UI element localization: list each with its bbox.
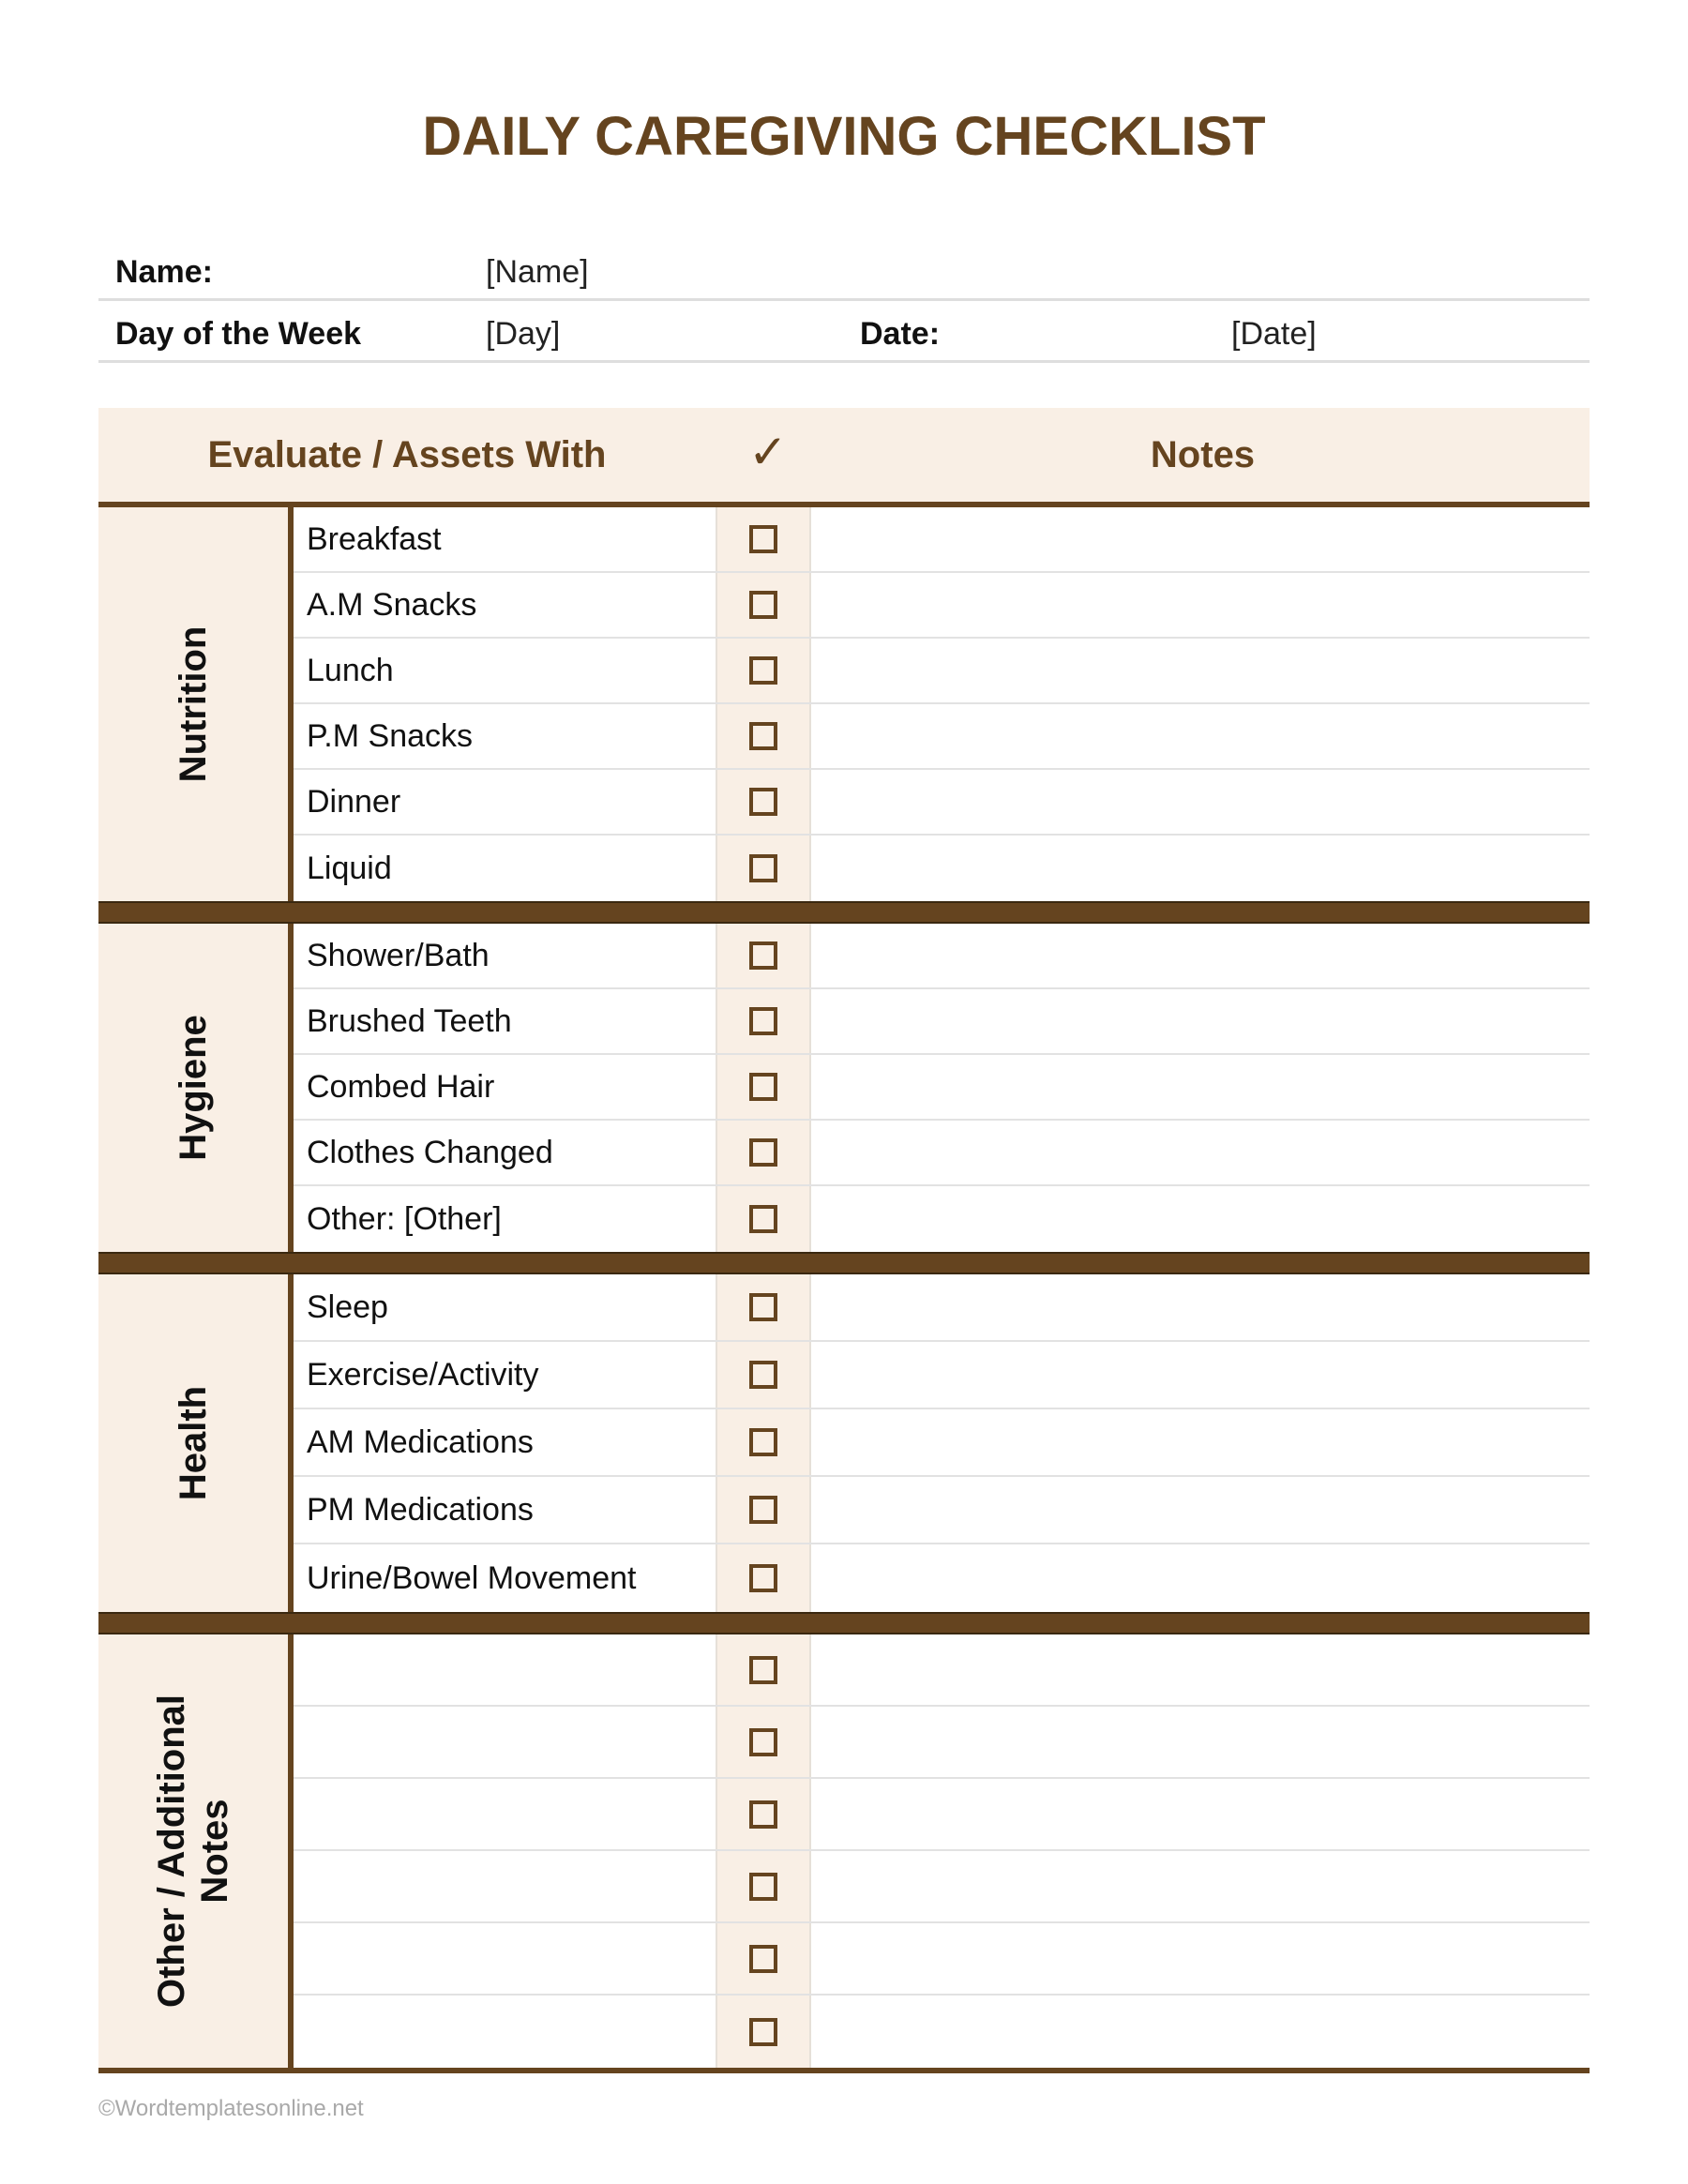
checkbox-empty-icon[interactable] <box>749 1564 777 1592</box>
notes-cell[interactable] <box>811 573 1590 637</box>
item-field[interactable] <box>294 1851 716 1921</box>
item-label: Dinner <box>307 783 401 820</box>
checkbox-empty-icon[interactable] <box>749 1656 777 1684</box>
category-label: Nutrition <box>173 625 214 783</box>
category-label: Health <box>173 1385 214 1501</box>
notes-cell[interactable] <box>811 1342 1590 1408</box>
item-label: P.M Snacks <box>307 717 474 754</box>
notes-cell[interactable] <box>811 1477 1590 1543</box>
notes-cell[interactable] <box>811 1634 1590 1705</box>
page-title: DAILY CAREGIVING CHECKLIST <box>422 106 1266 167</box>
item-label: Lunch <box>307 652 394 688</box>
item-label: PM Medications <box>307 1491 534 1528</box>
notes-cell[interactable] <box>811 770 1590 834</box>
notes-cell[interactable] <box>811 1544 1590 1612</box>
table-row <box>294 704 1590 770</box>
section-hygiene <box>98 924 1590 1252</box>
table-row <box>294 573 1590 639</box>
checkbox-empty-icon[interactable] <box>749 1293 777 1321</box>
table-header <box>98 408 1590 507</box>
checkbox-empty-icon[interactable] <box>749 854 777 882</box>
section-divider <box>98 1252 1590 1274</box>
item-label: Sleep <box>307 1288 388 1325</box>
item-field[interactable] <box>294 1996 716 2068</box>
notes-cell[interactable] <box>811 1779 1590 1849</box>
notes-cell[interactable] <box>811 1055 1590 1119</box>
notes-cell[interactable] <box>811 704 1590 768</box>
table-row <box>294 1779 1590 1851</box>
checkbox-empty-icon[interactable] <box>749 788 777 816</box>
section-other-notes <box>98 1634 1590 2068</box>
info-section <box>98 239 1590 363</box>
notes-cell[interactable] <box>811 1274 1590 1340</box>
section-nutrition <box>98 507 1590 901</box>
date-field[interactable]: [Date] <box>1231 316 1317 352</box>
checkbox-empty-icon[interactable] <box>749 656 777 685</box>
notes-cell[interactable] <box>811 924 1590 987</box>
table-row <box>294 924 1590 989</box>
table-bottom-border <box>98 2068 1590 2073</box>
category-cell <box>98 924 294 1252</box>
checkbox-empty-icon[interactable] <box>749 722 777 750</box>
table-row <box>294 1186 1590 1252</box>
checkbox-empty-icon[interactable] <box>749 1205 777 1233</box>
item-label: A.M Snacks <box>307 586 477 623</box>
item-label: Breakfast <box>307 520 442 557</box>
item-label: Liquid <box>307 850 392 886</box>
item-field[interactable] <box>294 1707 716 1777</box>
notes-cell[interactable] <box>811 1996 1590 2068</box>
checkbox-empty-icon[interactable] <box>749 1361 777 1389</box>
notes-cell[interactable] <box>811 1851 1590 1921</box>
item-label: Combed Hair <box>307 1068 495 1105</box>
notes-cell[interactable] <box>811 989 1590 1053</box>
category-label-line2: Notes <box>194 1799 235 1904</box>
table-row <box>294 1707 1590 1779</box>
table-row <box>294 1055 1590 1121</box>
item-label: Clothes Changed <box>307 1134 553 1170</box>
table-row <box>294 1274 1590 1342</box>
checkbox-empty-icon[interactable] <box>749 941 777 970</box>
checkmark-icon: ✓ <box>748 426 788 478</box>
table-row <box>294 836 1590 901</box>
checkbox-empty-icon[interactable] <box>749 525 777 553</box>
notes-cell[interactable] <box>811 1121 1590 1184</box>
table-row <box>294 989 1590 1055</box>
notes-cell[interactable] <box>811 1409 1590 1475</box>
checkbox-empty-icon[interactable] <box>749 1800 777 1829</box>
table-row <box>294 1851 1590 1923</box>
checkbox-empty-icon[interactable] <box>749 1138 777 1167</box>
table-row <box>294 1923 1590 1996</box>
item-label: AM Medications <box>307 1423 534 1460</box>
table-row <box>294 1121 1590 1186</box>
table-row <box>294 507 1590 573</box>
notes-cell[interactable] <box>811 639 1590 702</box>
checkbox-empty-icon[interactable] <box>749 2018 777 2046</box>
checkbox-empty-icon[interactable] <box>749 1728 777 1756</box>
name-row <box>98 239 1590 301</box>
table-row <box>294 770 1590 836</box>
notes-cell[interactable] <box>811 1186 1590 1252</box>
item-label: Brushed Teeth <box>307 1002 512 1039</box>
section-divider <box>98 901 1590 924</box>
checkbox-empty-icon[interactable] <box>749 591 777 619</box>
item-field[interactable] <box>294 1923 716 1994</box>
day-label: Day of the Week <box>115 316 362 352</box>
checklist-table <box>98 408 1590 2073</box>
item-label: Urine/Bowel Movement <box>307 1559 637 1596</box>
checkbox-empty-icon[interactable] <box>749 1428 777 1456</box>
category-label: Hygiene <box>173 1015 214 1161</box>
notes-cell[interactable] <box>811 1707 1590 1777</box>
item-label: Shower/Bath <box>307 937 490 973</box>
checkbox-empty-icon[interactable] <box>749 1007 777 1035</box>
notes-cell[interactable] <box>811 836 1590 901</box>
checkbox-empty-icon[interactable] <box>749 1945 777 1973</box>
date-label: Date: <box>860 316 941 352</box>
day-field[interactable]: [Day] <box>486 316 561 352</box>
category-label <box>150 1694 236 2008</box>
table-row <box>294 639 1590 704</box>
section-health <box>98 1274 1590 1612</box>
item-field[interactable] <box>294 1779 716 1849</box>
table-row <box>294 1342 1590 1409</box>
category-cell <box>98 507 294 901</box>
checkbox-empty-icon[interactable] <box>749 1073 777 1101</box>
category-label-line1: Other / Additional <box>151 1694 192 2009</box>
day-date-row <box>98 301 1590 363</box>
header-notes: Notes <box>1150 434 1256 475</box>
table-row <box>294 1477 1590 1544</box>
table-row <box>294 1634 1590 1707</box>
header-evaluate: Evaluate / Assets With <box>207 434 607 475</box>
notes-cell[interactable] <box>811 1923 1590 1994</box>
name-field[interactable]: [Name] <box>486 254 589 290</box>
item-field[interactable] <box>294 1634 716 1705</box>
checkbox-empty-icon[interactable] <box>749 1873 777 1901</box>
category-cell <box>98 1274 294 1612</box>
table-row <box>294 1544 1590 1612</box>
name-label: Name: <box>115 254 213 290</box>
checkbox-empty-icon[interactable] <box>749 1496 777 1524</box>
notes-cell[interactable] <box>811 507 1590 571</box>
table-row <box>294 1409 1590 1477</box>
item-label: Other: [Other] <box>307 1200 502 1237</box>
category-cell <box>98 1634 294 2068</box>
copyright-footer: ©Wordtemplatesonline.net <box>98 2096 364 2121</box>
item-label: Exercise/Activity <box>307 1356 539 1393</box>
section-divider <box>98 1612 1590 1634</box>
table-row <box>294 1996 1590 2068</box>
